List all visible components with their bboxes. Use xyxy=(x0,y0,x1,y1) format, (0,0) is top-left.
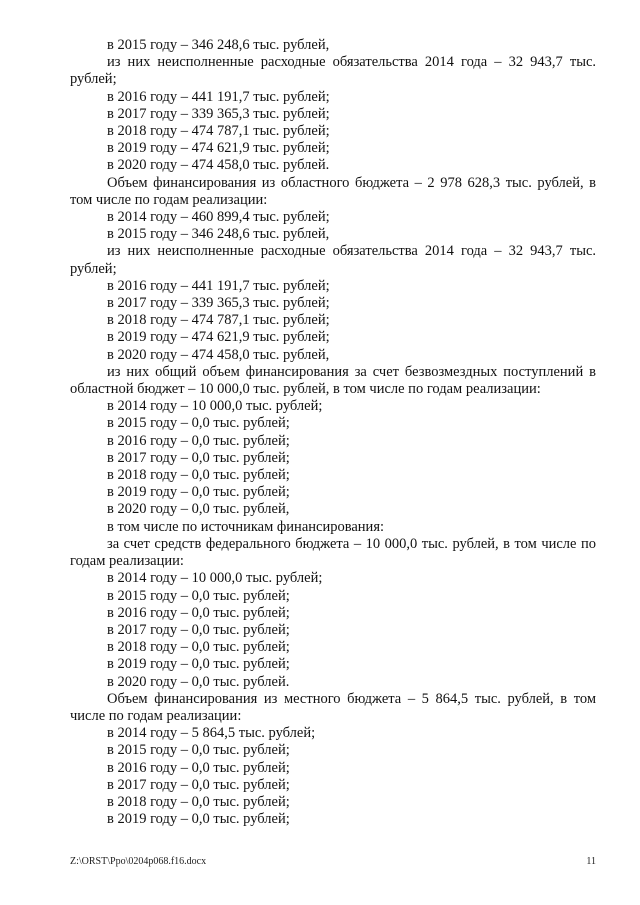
paragraph: в 2020 году – 474 458,0 тыс. рублей, xyxy=(107,346,330,363)
paragraph: в 2015 году – 346 248,6 тыс. рублей, xyxy=(107,226,330,243)
paragraph: Объем финансирования из местного бюджета – 5 864,5 тыс. рублей, в том числе по годам реализации: xyxy=(70,690,596,724)
paragraph: в 2018 году – 474 787,1 тыс. рублей; xyxy=(107,312,330,329)
paragraph: в 2018 году – 0,0 тыс. рублей; xyxy=(107,467,290,484)
paragraph: в 2020 году – 474 458,0 тыс. рублей. xyxy=(107,157,330,174)
paragraph: в 2017 году – 339 365,3 тыс. рублей; xyxy=(107,105,330,122)
document-body xyxy=(70,37,596,828)
paragraph: Объем финансирования из областного бюджета – 2 978 628,3 тыс. рублей, в том числе по годам реализации: xyxy=(70,174,596,208)
paragraph: в 2016 году – 441 191,7 тыс. рублей; xyxy=(107,88,330,105)
paragraph: в 2016 году – 0,0 тыс. рублей; xyxy=(107,432,290,449)
paragraph: в 2020 году – 0,0 тыс. рублей. xyxy=(107,673,290,690)
paragraph: в 2017 году – 0,0 тыс. рублей; xyxy=(107,776,290,793)
paragraph: в 2016 году – 0,0 тыс. рублей; xyxy=(107,759,290,776)
paragraph: в 2018 году – 0,0 тыс. рублей; xyxy=(107,639,290,656)
paragraph: в 2014 году – 10 000,0 тыс. рублей; xyxy=(107,398,323,415)
paragraph: в 2019 году – 474 621,9 тыс. рублей; xyxy=(107,329,330,346)
paragraph: в 2016 году – 441 191,7 тыс. рублей; xyxy=(107,277,330,294)
page-number: 11 xyxy=(586,856,596,867)
paragraph: в 2017 году – 0,0 тыс. рублей; xyxy=(107,621,290,638)
paragraph: в 2014 году – 5 864,5 тыс. рублей; xyxy=(107,725,316,742)
paragraph: в 2014 году – 460 899,4 тыс. рублей; xyxy=(107,209,330,226)
footer-file-path: Z:\ORST\Ppo\0204p068.f16.docx xyxy=(70,856,207,867)
paragraph: из них неисполненные расходные обязательства 2014 года – 32 943,7 тыс. рублей; xyxy=(70,243,596,277)
paragraph: в 2019 году – 0,0 тыс. рублей; xyxy=(107,484,290,501)
paragraph: в 2018 году – 474 787,1 тыс. рублей; xyxy=(107,123,330,140)
paragraph: в 2015 году – 0,0 тыс. рублей; xyxy=(107,587,290,604)
paragraph: из них неисполненные расходные обязательства 2014 года – 32 943,7 тыс. рублей; xyxy=(70,54,596,88)
paragraph: в 2015 году – 346 248,6 тыс. рублей, xyxy=(107,37,330,53)
paragraph: в 2016 году – 0,0 тыс. рублей; xyxy=(107,604,290,621)
paragraph: в 2015 году – 0,0 тыс. рублей; xyxy=(107,415,290,432)
paragraph: в 2017 году – 339 365,3 тыс. рублей; xyxy=(107,295,330,312)
paragraph: в 2019 году – 0,0 тыс. рублей; xyxy=(107,811,290,828)
paragraph: в 2020 году – 0,0 тыс. рублей, xyxy=(107,501,290,518)
paragraph: из них общий объем финансирования за счет безвозмездных поступлений в областной бюджет – 10 000,0 тыс. рублей, в том числе по годам реализации: xyxy=(70,363,596,398)
paragraph: в 2017 году – 0,0 тыс. рублей; xyxy=(107,449,290,466)
paragraph: в 2019 году – 474 621,9 тыс. рублей; xyxy=(107,140,330,157)
paragraph: за счет средств федерального бюджета – 10 000,0 тыс. рублей, в том числе по годам реализации: xyxy=(70,535,596,570)
paragraph: в 2018 году – 0,0 тыс. рублей; xyxy=(107,793,290,810)
paragraph: в том числе по источникам финансирования: xyxy=(107,518,385,535)
paragraph: в 2015 году – 0,0 тыс. рублей; xyxy=(107,742,290,759)
paragraph: в 2019 году – 0,0 тыс. рублей; xyxy=(107,656,290,673)
paragraph: в 2014 году – 10 000,0 тыс. рублей; xyxy=(107,570,323,587)
